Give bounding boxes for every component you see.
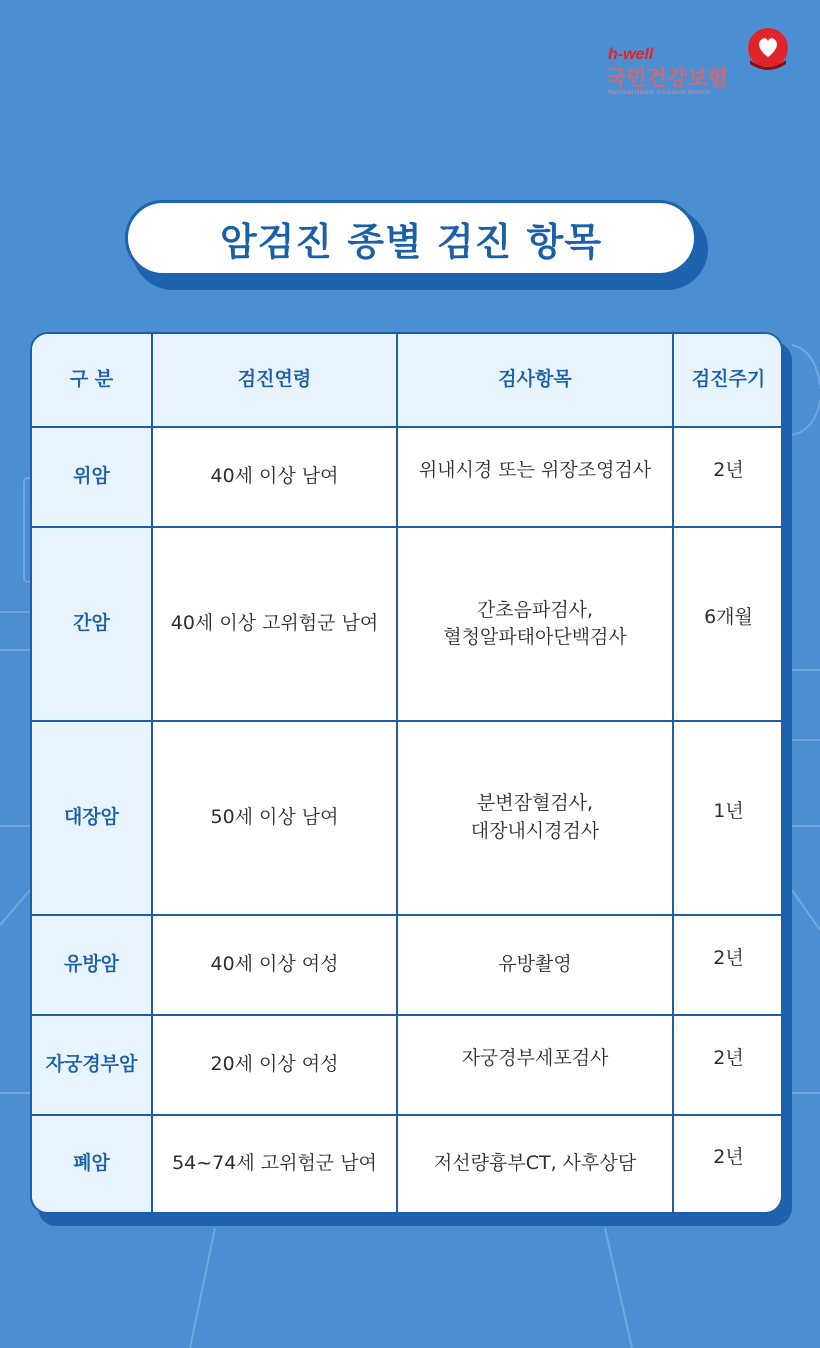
row-cycle-text: 2년 <box>713 459 744 482</box>
row-cycle-text: 2년 <box>713 946 744 969</box>
row-tests <box>397 427 673 527</box>
row-cycle <box>673 427 783 527</box>
row-cycle <box>673 915 783 1015</box>
table-row <box>32 721 783 915</box>
nhis-logo <box>606 26 796 104</box>
row-category: 유방암 <box>32 915 152 1015</box>
row-test-line: 위내시경 또는 위장조영검사 <box>418 459 652 482</box>
row-age: 50세 이상 남여 <box>152 721 397 915</box>
row-tests <box>397 527 673 721</box>
row-category: 위암 <box>32 427 152 527</box>
row-age: 40세 이상 남여 <box>152 427 397 527</box>
row-test-line: 대장내시경검사 <box>470 819 600 842</box>
row-test-line: 혈청알파태아단백검사 <box>443 626 627 649</box>
table-row <box>32 427 783 527</box>
row-age: 40세 이상 여성 <box>152 915 397 1015</box>
header-category: 구 분 <box>32 334 152 427</box>
table-row <box>32 915 783 1015</box>
row-test-line: 유방촬영 <box>498 952 572 975</box>
table-row <box>32 1015 783 1115</box>
row-cycle-text: 2년 <box>713 1146 744 1169</box>
row-tests <box>397 1015 673 1115</box>
row-test-line: 저선량흉부CT, 사후상담 <box>433 1152 637 1175</box>
table-row <box>32 1115 783 1212</box>
row-test-line: 자궁경부세포검사 <box>461 1047 609 1070</box>
row-age: 20세 이상 여성 <box>152 1015 397 1115</box>
logo-sub-text: National Health Insurance Service <box>608 89 711 96</box>
row-test-line: 간초음파검사, <box>476 598 594 621</box>
row-tests <box>397 915 673 1015</box>
row-cycle <box>673 1115 783 1212</box>
table-row <box>32 527 783 721</box>
row-cycle <box>673 721 783 915</box>
row-age: 54~74세 고위험군 남여 <box>152 1115 397 1212</box>
header-age: 검진연령 <box>152 334 397 427</box>
row-cycle-text: 1년 <box>713 800 744 823</box>
heart-logo-icon <box>744 26 792 72</box>
page-title: 암검진 종별 검진 항목 <box>219 219 603 264</box>
row-tests <box>397 721 673 915</box>
row-category: 폐암 <box>32 1115 152 1212</box>
row-tests <box>397 1115 673 1212</box>
row-age: 40세 이상 고위험군 남여 <box>152 527 397 721</box>
table-header-row <box>32 334 783 427</box>
title-banner <box>125 200 697 276</box>
header-tests: 검사항목 <box>397 334 673 427</box>
row-test-line: 분변잠혈검사, <box>476 792 594 815</box>
row-cycle-text: 2년 <box>713 1047 744 1070</box>
row-cycle <box>673 1015 783 1115</box>
row-category: 자궁경부암 <box>32 1015 152 1115</box>
row-category: 대장암 <box>32 721 152 915</box>
logo-hwell-text: h-well <box>608 46 654 63</box>
header-cycle: 검진주기 <box>673 334 783 427</box>
screening-table <box>30 332 783 1214</box>
row-cycle <box>673 527 783 721</box>
row-cycle-text: 6개월 <box>704 606 753 629</box>
logo-name-text: 국민건강보험 <box>606 66 728 90</box>
row-category: 간암 <box>32 527 152 721</box>
